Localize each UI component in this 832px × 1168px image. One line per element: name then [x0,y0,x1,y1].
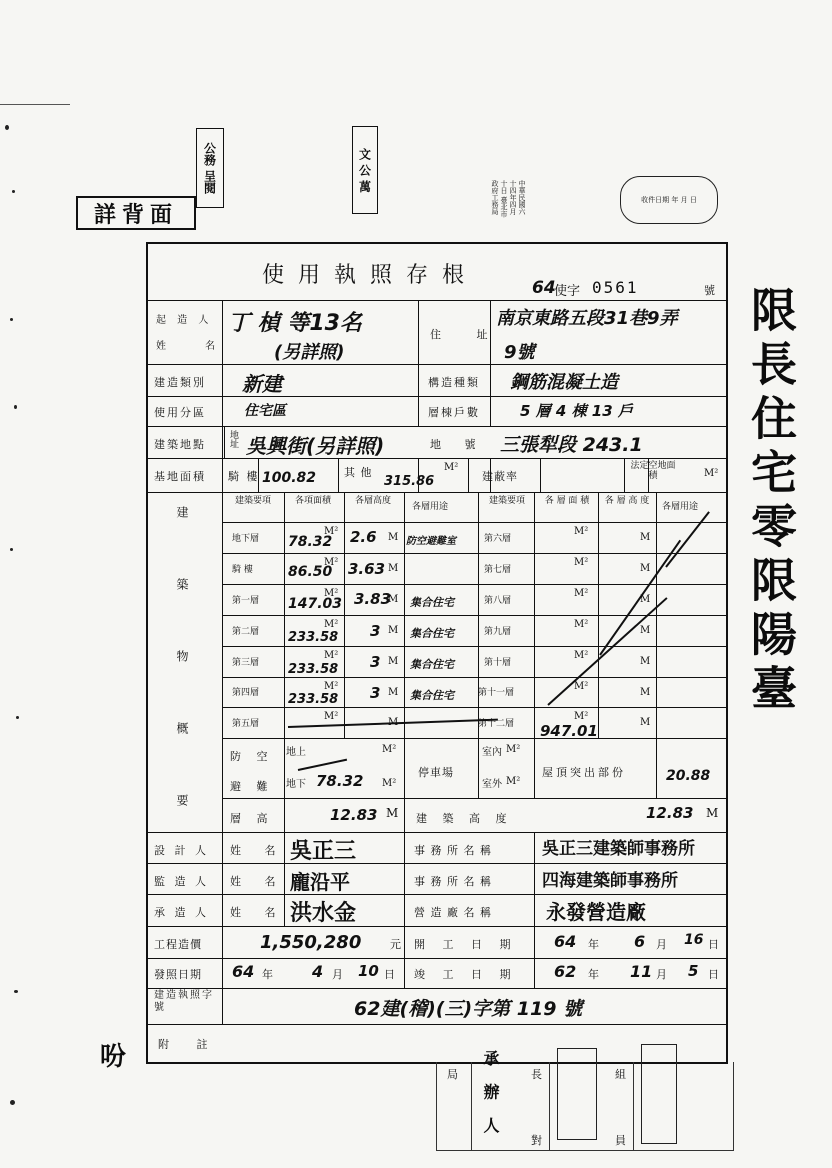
unit-m: M [388,594,399,605]
detail-back-label: 詳背面 [93,202,178,228]
unit-m2: M² [324,557,339,568]
bottom-label: 組 [615,1068,631,1081]
other-label: 其 他 [344,466,373,479]
right-margin-handwriting: 限長住宅零限陽臺 [744,286,798,718]
unit-m2: M² [382,744,397,755]
unit-m2: M² [324,681,339,692]
other-area-unit: M² [444,462,459,473]
construction-cost-value: 1,550,280 [260,932,362,953]
floor-label: 第七層 [484,565,512,575]
scan-speck [10,318,13,321]
building-summary-label: 建築物概要 [175,506,189,866]
loc-lot-label: 地 號 [430,438,486,451]
basement-use: 防空避難室 [406,536,456,547]
unit-m: M [388,563,399,574]
review-stamp-left-text: 公務 呈閱 [202,141,217,195]
scan-speck [12,190,15,193]
supervisor-office-value: 四海建築師事務所 [542,871,678,891]
company-name-label: 營 造 廠 名 稱 [414,906,492,919]
applicant-label-2: 姓 名 [156,341,234,352]
f4-use: 集合住宅 [410,689,454,702]
start-day: 16 [684,932,704,948]
col-area-2: 各 層 面 積 [544,496,590,506]
unit-m2: M² [506,776,521,787]
floor-label: 第一層 [232,596,260,606]
roof-protrusion-label: 屋頂突出部份 [542,766,626,779]
shelter-label: 避 難 [230,780,274,793]
f4-height: 3 [370,684,381,702]
scan-speck [5,125,9,130]
year-label: 年 [588,968,599,981]
f1-use: 集合住宅 [410,596,454,609]
completion-year: 62 [554,962,577,981]
f3-height: 3 [370,653,381,671]
designer-label: 設 計 人 [154,844,209,857]
floor-height-label: 層 高 [230,812,274,825]
office-name-label: 事 務 所 名 稱 [414,844,492,857]
strike-line [298,759,347,771]
bottom-label: 長 [531,1068,547,1081]
bottom-label: 局 [447,1068,463,1081]
parking-label: 停車場 [418,766,454,779]
unit-m2: M² [324,711,339,722]
start-month: 6 [634,932,646,951]
review-stamp-center [352,126,378,214]
issue-day: 10 [358,962,379,980]
f3-use: 集合住宅 [410,658,454,671]
indoor-label: 室內 [482,747,502,758]
unit-m2: M² [574,681,589,692]
supervisor-label: 監 造 人 [154,875,209,888]
floor-label: 地下層 [232,534,260,544]
applicant-note: (另詳照) [274,342,345,363]
remarks-label: 附 註 [158,1038,220,1051]
contractor-value: 洪水金 [290,901,357,926]
other-area-value: 315.86 [384,474,435,489]
unit-m: M [640,563,651,574]
use-zone-label: 使用分區 [154,406,206,419]
floor-height-value: 12.83 [330,806,378,824]
scan-speck [14,405,17,409]
unit-m: M [388,656,399,667]
floor-label: 第六層 [484,534,512,544]
month-label: 月 [656,968,667,981]
unit-m: M [386,806,399,820]
scan-speck [10,1100,15,1105]
unit-m2: M² [574,588,589,599]
unit-m: M [388,687,399,698]
structure-type-label: 構造種類 [428,376,480,389]
building-height-label: 建 築 高 度 [416,812,513,825]
total-area: 947.01 [540,722,598,740]
unit-m2: M² [382,778,397,789]
applicant-value: 丁 楨 等13名 [228,311,362,336]
doc-number: 0561 [592,278,639,297]
legal-open-space-unit: M² [704,468,719,479]
unit-m: M [706,806,719,820]
below-label: 地下 [286,779,306,790]
doc-char: 使字 [554,284,581,299]
unit-m: M [640,656,651,667]
floor-label: 第二層 [232,627,260,637]
arcade-floor-height: 3.63 [348,560,386,578]
scan-speck [16,716,19,719]
unit-m2: M² [574,650,589,661]
designer-office-value: 吳正三建築師事務所 [542,839,695,859]
f2-use: 集合住宅 [410,627,454,640]
site-street-value: 吳興街(另詳照) [246,434,385,458]
designer-value: 吳正三 [290,839,357,864]
unit-m2: M² [324,526,339,537]
coverage-label: 建蔽率 [482,470,518,483]
address-value-2: 9號 [504,342,535,363]
scan-speck [14,990,18,993]
floor-label: 騎 樓 [232,565,253,575]
completion-day: 5 [688,962,699,980]
floors-units-value: 5 層 4 棟 13 戶 [520,402,633,420]
page-rule-top [0,104,70,105]
arcade-label: 騎 樓 [228,470,260,483]
air-raid-label: 防 空 [230,750,274,763]
above-label: 地上 [286,747,306,758]
strike-line [665,511,710,567]
review-stamp-left [196,128,224,208]
unit-m: M [640,594,651,605]
unit-m: M [388,625,399,636]
form-title: 使用執照存根 [262,263,479,288]
month-label: 月 [656,938,667,951]
floor-label: 第九層 [484,627,512,637]
doc-prefix: 64 [532,278,556,298]
unit-m2: M² [324,588,339,599]
strike-line [599,540,681,656]
signature-seal [557,1048,597,1140]
review-stamp-center-text: 文 公 萬 [357,147,372,193]
year-label: 年 [588,938,599,951]
col-height: 各層高度 [354,496,391,506]
floor-label: 第十一層 [478,688,515,698]
address-label: 住 址 [430,328,504,341]
f4-area: 233.58 [288,692,339,707]
start-year: 64 [554,932,577,951]
permit-number-value: 62建(稽)(三)字第 119 號 [354,998,583,1020]
detail-back-stamp [76,196,196,230]
unit-m2: M² [324,619,339,630]
unit-m2: M² [324,650,339,661]
unit-m2: M² [574,526,589,537]
scan-speck [10,548,13,551]
unit-m2: M² [574,557,589,568]
completion-date-label: 竣 工 日 期 [414,968,518,981]
start-date-label: 開 工 日 期 [414,938,518,951]
basement-height: 2.6 [350,528,377,546]
receiving-stamp-text: 中華民國六十四年四月十日 臺北市政府工務局 [491,180,526,218]
unit-m: M [388,532,399,543]
build-class-value: 新建 [242,372,282,396]
site-location-label: 建築地點 [154,438,206,451]
shelter-below-value: 78.32 [316,772,364,790]
permit-number-label: 建造執照字號 [154,990,214,1013]
unit-m: M [640,717,651,728]
col-use: 各層用途 [412,502,449,512]
floor-label: 第三層 [232,658,260,668]
basement-area: 78.32 [288,534,333,550]
day-label: 日 [384,968,395,981]
roof-protrusion-value: 20.88 [666,768,711,784]
name-label: 姓 名 [230,844,286,857]
f1-height: 3.83 [354,590,392,608]
year-label: 年 [262,968,273,981]
receiving-seal: 收件日期 年 月 日 [620,176,718,224]
construction-cost-label: 工程造價 [154,938,202,951]
contractor-label: 承 造 人 [154,906,209,919]
contractor-company-value: 永發營造廠 [546,900,646,924]
use-zone-value: 住宅區 [244,403,286,419]
col-area: 各項面積 [294,496,331,506]
unit-m: M [640,532,651,543]
col-use-2: 各層用途 [662,502,699,512]
address-value: 南京東路五段31巷9弄 [496,308,678,329]
floor-label: 第十二層 [478,719,515,729]
loc-addr-label: 地址 [228,430,238,448]
signature-seal [641,1044,677,1144]
legal-open-space-label: 法定空地面積 [630,461,676,481]
site-lot-value: 三張犁段 243.1 [500,434,643,456]
issue-year: 64 [232,962,255,981]
f2-height: 3 [370,622,381,640]
site-area-label: 基地面積 [154,470,206,483]
building-height-value: 12.83 [646,804,694,822]
bottom-label: 對 [531,1134,547,1147]
floor-label: 第五層 [232,719,260,729]
bottom-signature-area [436,1050,734,1151]
arcade-floor-area: 86.50 [288,564,333,580]
office-name-label: 事 務 所 名 稱 [414,875,492,888]
arcade-area-value: 100.82 [262,470,317,486]
issue-date-label: 發照日期 [154,968,202,981]
day-label: 日 [708,938,719,951]
f2-area: 233.58 [288,630,339,645]
unit-yuan: 元 [390,938,401,951]
month-label: 月 [332,968,343,981]
unit-m2: M² [574,619,589,630]
usage-permit-stub-form [146,242,728,1064]
f3-area: 233.58 [288,662,339,677]
col-items-2: 建築要項 [488,496,525,506]
floor-label: 第八層 [484,596,512,606]
outdoor-label: 室外 [482,779,502,790]
issue-month: 4 [312,962,324,981]
supervisor-value: 龐沿平 [290,870,350,894]
name-label: 姓 名 [230,875,286,888]
build-class-label: 建造類別 [154,376,206,389]
f1-area: 147.03 [288,596,343,612]
floor-label: 第四層 [232,688,260,698]
floors-units-label: 層棟戶數 [428,406,480,419]
col-items: 建築要項 [234,496,271,506]
structure-type-value: 鋼筋混凝土造 [510,372,618,393]
applicant-label-1: 起 造 人 [156,315,213,326]
col-height-2: 各 層 高 度 [604,496,650,506]
unit-m: M [640,625,651,636]
doc-suffix: 號 [704,284,715,297]
floor-label: 第十層 [484,658,512,668]
unit-m: M [640,687,651,698]
completion-month: 11 [630,962,653,981]
day-label: 日 [708,968,719,981]
left-margin-char: 吩 [100,1042,127,1072]
bottom-label: 員 [615,1134,631,1147]
bottom-stamp: 承 辦 人 [481,1050,500,1140]
name-label: 姓 名 [230,906,286,919]
unit-m2: M² [574,711,589,722]
unit-m2: M² [506,744,521,755]
